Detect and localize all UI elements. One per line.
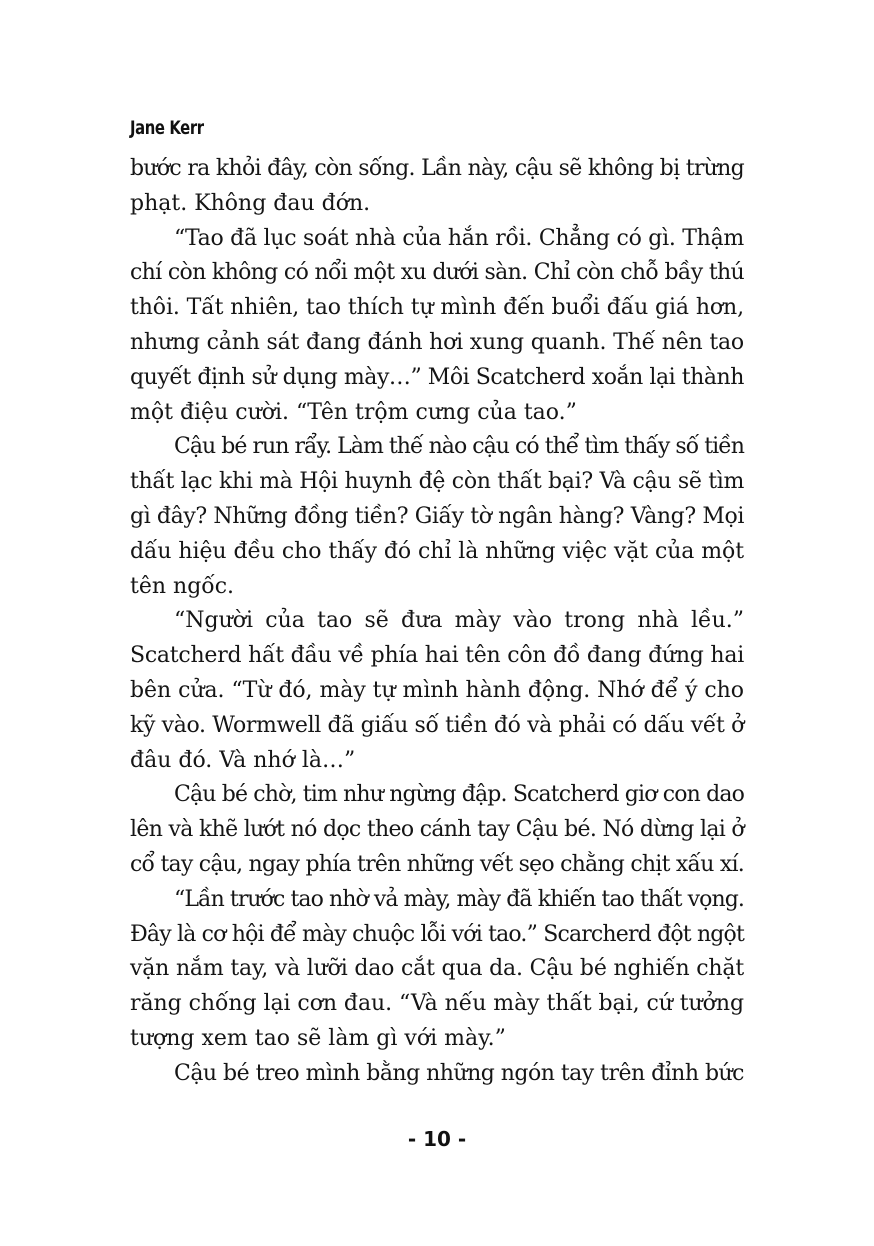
text-line: phạt. Không đau đớn. (130, 190, 371, 216)
text-line: “Lần trước tao nhờ vả mày, mày đã khiến tao thất vọng. (174, 886, 744, 912)
text-line: dấu hiệu đều cho thấy đó chỉ là những việc vặt của một (130, 538, 744, 564)
text-line: bước ra khỏi đây, còn sống. Lần này, cậu sẽ không bị trừng (130, 156, 744, 181)
text-line: răng chống lại cơn đau. “Và nếu mày thất bại, cứ tưởng (130, 991, 744, 1017)
text-line: vặn nắm tay, và lưỡi dao cắt qua da. Cậu bé nghiến chặt (130, 956, 744, 982)
text-line: kỹ vào. Wormwell đã giấu số tiền đó và phải có dấu vết ở (130, 712, 744, 738)
text-line: cổ tay cậu, ngay phía trên những vết sẹo chằng chịt xấu xí. (130, 851, 744, 877)
running-header-author: Jane Kerr (130, 117, 204, 139)
text-line: Cậu bé treo mình bằng những ngón tay trên đỉnh bức (174, 1060, 744, 1086)
text-line: “Người của tao sẽ đưa mày vào trong nhà lều.” (174, 608, 744, 634)
text-line: Đây là cơ hội để mày chuộc lỗi với tao.” Scarcherd đột ngột (130, 921, 745, 947)
text-line: một điệu cười. “Tên trộm cưng của tao.” (130, 399, 577, 425)
text-line: bên cửa. “Từ đó, mày tự mình hành động. Nhớ để ý cho (130, 677, 744, 703)
body-text (130, 152, 744, 1092)
text-line: thất lạc khi mà Hội huynh đệ còn thất bại? Và cậu sẽ tìm (130, 469, 745, 495)
text-line: tên ngốc. (130, 573, 235, 599)
text-line: thôi. Tất nhiên, tao thích tự mình đến buổi đấu giá hơn, (130, 295, 744, 321)
text-line: chí còn không có nổi một xu dưới sàn. Chỉ còn chỗ bầy thú (130, 260, 745, 286)
text-line: gì đây? Những đồng tiền? Giấy tờ ngân hàng? Vàng? Mọi (130, 503, 744, 529)
text-line: Cậu bé chờ, tim như ngừng đập. Scatcherd giơ con dao (174, 782, 744, 808)
text-line: đâu đó. Và nhớ là…” (130, 747, 356, 773)
text-line: quyết định sử dụng mày…” Môi Scatcherd xoắn lại thành (130, 364, 744, 390)
text-line: lên và khẽ lướt nó dọc theo cánh tay Cậu bé. Nó dừng lại ở (130, 817, 744, 843)
page-number: - 10 - (407, 1127, 467, 1151)
text-line: Cậu bé run rẩy. Làm thế nào cậu có thể tìm thấy số tiền (174, 434, 744, 460)
text-line: nhưng cảnh sát đang đánh hơi xung quanh. Thế nên tao (130, 329, 744, 355)
text-line: Scatcherd hất đầu về phía hai tên côn đồ đang đứng hai (130, 643, 744, 669)
text-line: “Tao đã lục soát nhà của hắn rồi. Chẳng có gì. Thậm (174, 225, 744, 251)
text-line: tượng xem tao sẽ làm gì với mày.” (130, 1025, 506, 1051)
